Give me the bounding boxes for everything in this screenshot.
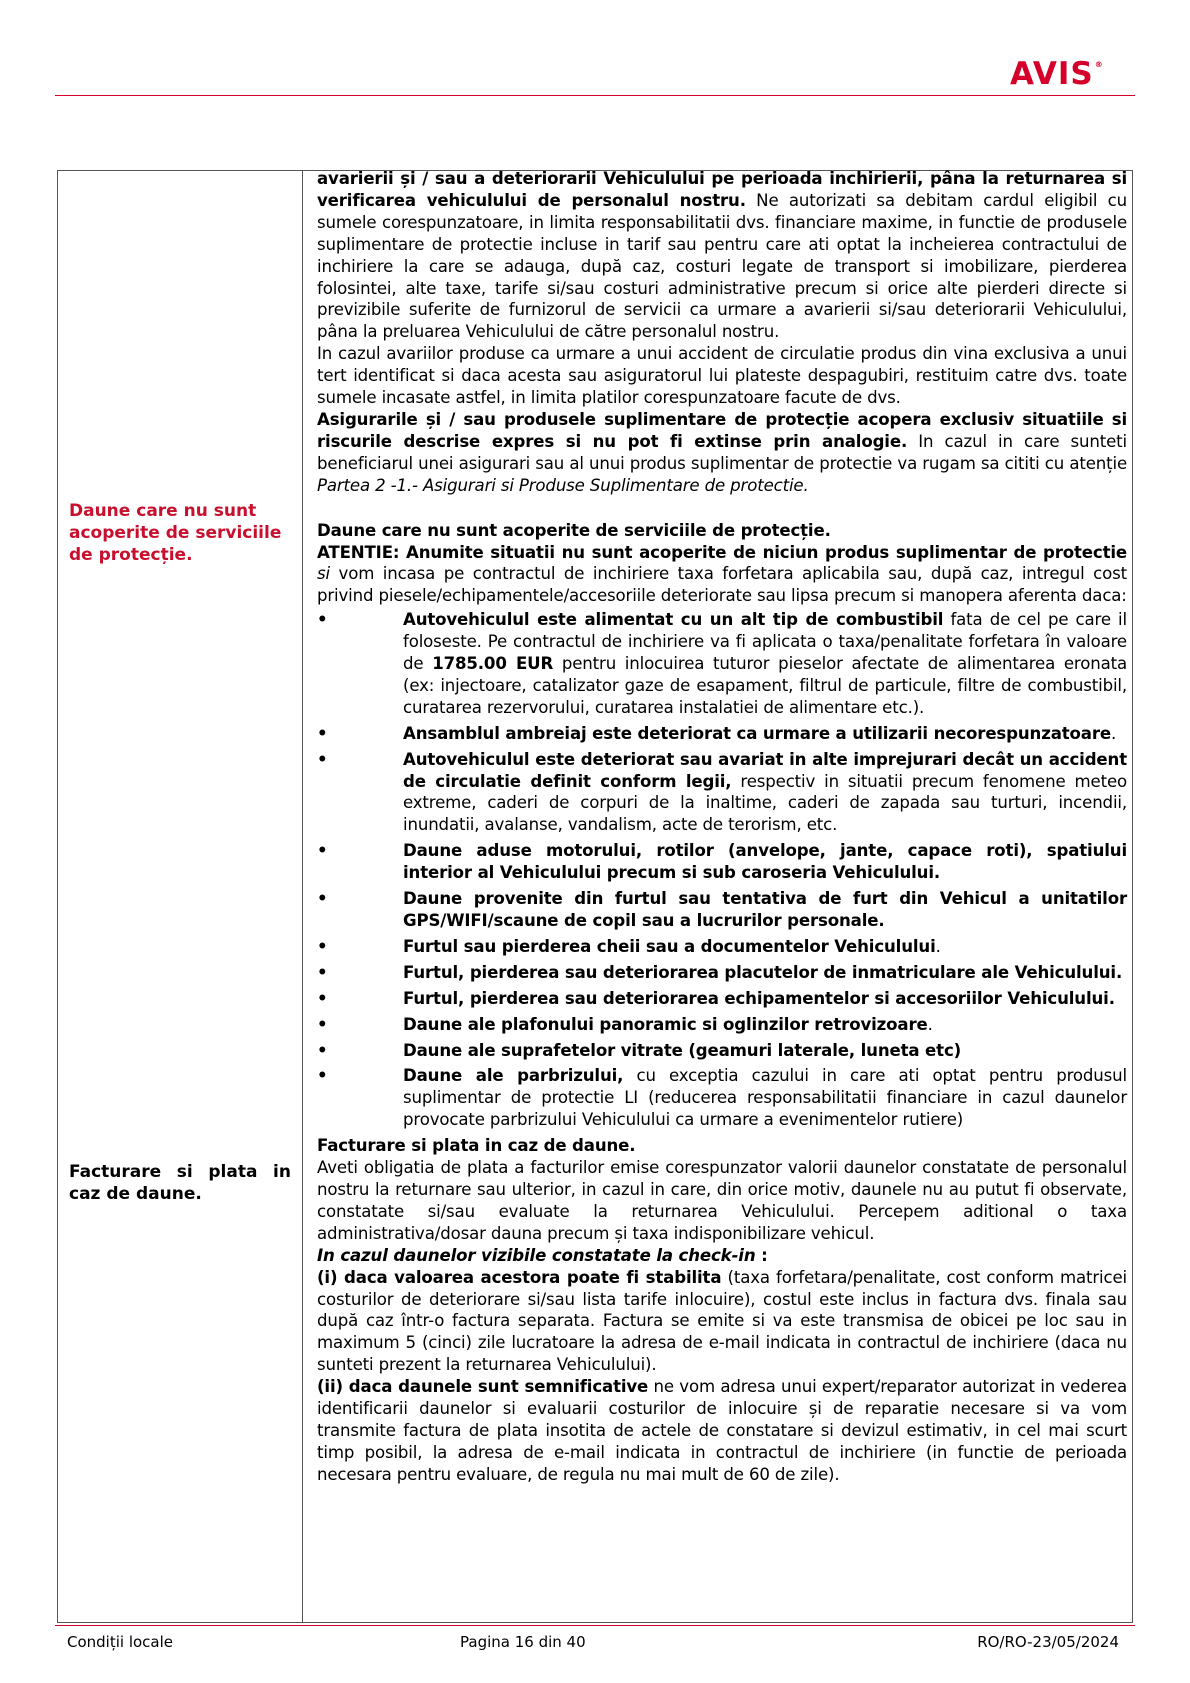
list-item: • Furtul, pierderea sau deteriorarea echipamentelor si accesoriilor Vehiculului.	[317, 988, 1127, 1010]
label-billing-line1: Facturare si plata in	[69, 1162, 291, 1182]
content-column	[317, 168, 1127, 1486]
paragraph-insurance-scope: Asigurarile și / sau produsele suplimentare de protecție acopera exclusiv situatiile si riscurile descrise expres si nu pot fi extinse prin analogie. In cazul in care sunteti beneficiarul unei asigurari sau al unui produs suplimentar de protectie va rugam sa cititi cu atenție Partea 2 -1.- Asigurari si Produse Suplimentare de protectie.	[317, 409, 1127, 495]
footer-rule	[55, 1625, 1135, 1626]
heading-billing: Facturare si plata in caz de daune.	[317, 1136, 636, 1156]
list-item: • Daune provenite din furtul sau tentativa de furt din Vehicul a unitatilor GPS/WIFI/scaune de copil sau a lucrurilor personale.	[317, 888, 1127, 932]
paragraph-billing: Aveti obligatia de plata a facturilor emise corespunzator valorii daunelor constatate de personalul nostru la returnare sau ulterior, in cazul in care, din orice motiv, daunele nu au putut fi observate, constatate si/sau evaluate la returnarea Vehiculului. Percepem aditional o taxa administrativa/dosar dauna precum și taxa indisponibilizare vehicul.	[317, 1158, 1127, 1243]
list-item: • Daune ale suprafetelor vitrate (geamuri laterale, luneta etc)	[317, 1040, 1127, 1062]
list-item: • Furtul, pierderea sau deteriorarea placutelor de inmatriculare ale Vehiculului.	[317, 962, 1127, 984]
header-rule	[55, 95, 1135, 96]
list-item: • Daune aduse motorului, rotilor (anvelope, jante, capace roti), spatiului interior al Vehiculului precum si sub caroseria Vehiculului.	[317, 840, 1127, 884]
list-item: • Ansamblul ambreiaj este deteriorat ca urmare a utilizarii necorespunzatoare.	[317, 723, 1127, 745]
paragraph-checkin-i: (i) daca valoarea acestora poate fi stabilita (taxa forfetara/penalitate, cost conform matricei costurilor de deteriorare si/sau lista tarife inlocuire), costul este inclus in factura dvs. finala sau după caz într-o factura separata. Factura se emite si va este transmisa de obicei pe loc sau in maximum 5 (cinci) zile lucratoare la adresa de e-mail indicata in contractul de inchiriere (daca nu sunteti prezent la returnarea Vehiculului).	[317, 1267, 1127, 1375]
list-item: • Autovehiculul este alimentat cu un alt tip de combustibil fata de cel pe care il foloseste. Pe contractul de inchiriere va fi aplicata o taxa/penalitate forfetara în valoare de 1785.00 EUR pentru inlocuirea tuturor pieselor afectate de alimentarea eronata (ex: injectoare, catalizator gaze de esapament, filtrul de particule, filtre de combustibil, curatarea rezervorului, curatarea instalatiei de alimentare etc.).	[317, 609, 1127, 719]
list-item: • Furtul sau pierderea cheii sau a documentelor Vehiculului.	[317, 936, 1127, 958]
column-divider	[302, 171, 303, 1622]
list-item: • Autovehiculul este deteriorat sau avariat in alte imprejurari decât un accident de circulatie definit conform legii, respectiv in situatii precum fenomene meteo extreme, caderi de corpuri de la inaltime, caderi de zapada sau turturi, incendii, inundatii, avalanse, vandalism, acte de terorism, etc.	[317, 749, 1127, 837]
paragraph-third-party: In cazul avariilor produse ca urmare a unui accident de circulatie produs din vina exclusiva a unui tert identificat si daca acesta sau asiguratorul lui plateste despagubiri, restituim catre dvs. toate sumele incasate astfel, in limita platilor corespunzatoare facute de dvs.	[317, 344, 1127, 408]
heading-damages-not-covered: Daune care nu sunt acoperite de serviciile de protecție.	[317, 520, 831, 540]
footer-page-number: Pagina 16 din 40	[460, 1633, 586, 1651]
list-item: • Daune ale parbrizului, cu exceptia cazului in care ati optat pentru produsul suplimentar de protectie LI (reducerea responsabilitatii financiare in cazul daunelor provocate parbrizului Vehiculului ca urmare a evenimentelor rutiere)	[317, 1065, 1127, 1131]
list-item: • Daune ale plafonului panoramic si oglinzilor retrovizoare.	[317, 1014, 1127, 1036]
label-damages-not-covered: Daune care nu sunt acoperite de serviciile de protecție.	[69, 501, 282, 565]
paragraph-attention: ATENTIE: Anumite situatii nu sunt acoperite de niciun produs suplimentar de protectie si vom incasa pe contractul de inchiriere taxa forfetara aplicabila sau, după caz, intregul cost privind piesele/echipamentele/accesoriile deteriorate sau lipsa precum si manopera aferenta daca:	[317, 542, 1127, 606]
exclusions-list	[317, 609, 1127, 1131]
content-table	[57, 170, 1133, 1623]
avis-logo: AVIS®	[1010, 56, 1104, 92]
footer-doc-title: Condiții locale	[67, 1633, 174, 1651]
paragraph-liability: avarierii și / sau a deteriorarii Vehiculului pe perioada inchirierii, pâna la returnarea si verificarea vehiculului de personalul nostru. Ne autorizati sa debitam cardul eligibil cu sumele corespunzatoare, in limita responsabilitatii dvs. financiare maxime, in functie de produsele suplimentare de protectie incluse in tarif sau pentru care ati optat la incheierea contractului de inchiriere la care se adauga, după caz, costuri legate de transport si imobilizare, pierderea folosintei, alte taxe, tarife si/sau costuri administrative precum si orice alte pierderi directe si previzibile suferite de furnizorul de servicii ca urmare a avarierii si/sau deteriorarii Vehiculului, pâna la preluarea Vehiculului de către personalul nostru.	[317, 169, 1127, 342]
heading-checkin: In cazul daunelor vizibile constatate la check-in :	[317, 1245, 768, 1265]
label-billing	[69, 1161, 291, 1205]
paragraph-checkin-ii: (ii) daca daunele sunt semnificative ne vom adresa unui expert/reparator autorizat in vederea identificarii daunelor si evaluarii costurilor de inlocuire și de reparatie necesare si va vom transmite factura de plata insotita de actele de constatare si devizul estimativ, in cel mai scurt timp posibil, la adresa de e-mail indicata in contractul de inchiriere (in functie de perioada necesara pentru evaluare, de regula nu mai mult de 60 de zile).	[317, 1377, 1127, 1484]
registered-mark: ®	[1094, 60, 1104, 69]
footer-doc-ref: RO/RO-23/05/2024	[977, 1633, 1119, 1651]
label-billing-line2: caz de daune.	[69, 1184, 202, 1204]
